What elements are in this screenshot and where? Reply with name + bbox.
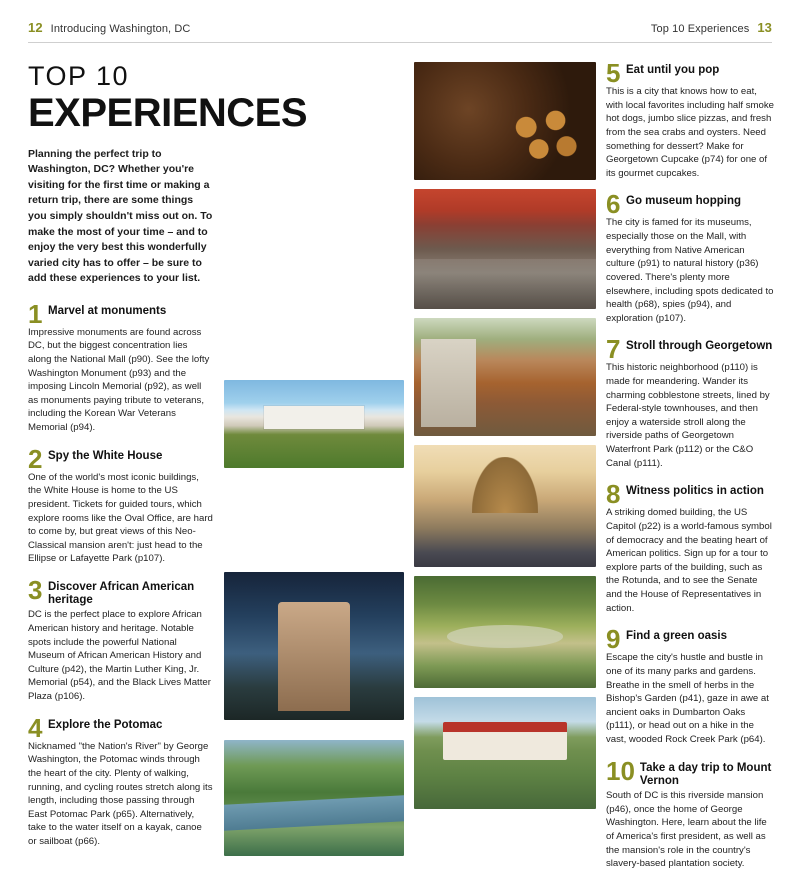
entry-body: This historic neighborhood (p110) is made for meandering. Wander its charming cobblestone streets, lined by Federal-style townhouses, and then enjoy a waterside stroll along the riverside paths of Georgetown Waterfront Park (p112) or the C&O Canal (p111). [606,362,770,469]
header-divider [28,42,772,43]
garden-photo [414,576,596,688]
entry-header [28,712,213,743]
entry-body: Nicknamed "the Nation's River" by George Washington, the Potomac winds through the heart of the city. Plenty of walking, running, and cycling routes stretch along its length, including those passing through East Potomac Park (p65). Alternatively, take to the water itself on a kayak, canoe or sailboat (p66). [28,740,213,848]
entry-title: Discover African American heritage [48,580,195,607]
entry-title: Witness politics in action [626,485,764,498]
entry-body: Impressive monuments are found across DC, but the biggest concentration lies along the National Mall (p90). See the lofty Washington Monument (p93) and the imposing Lincoln Memorial (p92), as well as monuments paying tribute to veterans, including the Korean War Veterans Memorial (p94). [28,326,210,434]
entry-body: This is a city that knows how to eat, with local favorites including half smoke hot dogs, jumbo slice pizzas, and fresh from the sea crabs and oysters. Need something for dessert? Make for Georgetown Cupcake (p74) for one of its gourmet cupcakes. [606,86,774,179]
entry-body: DC is the perfect place to explore African American history and heritage. Notable spots include the powerful National Museum of African American History and Culture (p42), the Martin Luther King, Jr. Memorial (p54), and the Black Lives Matter Plaza (p106). [28,609,211,703]
entry-body: South of DC is this riverside mansion (p46), once the home of George Washington. Here, learn about the life of America's first president, as well as the mansion's role in the country's slavery-based plantation society. [606,790,767,870]
column-three-photos [414,62,596,818]
entry-number: 2 [28,443,43,474]
entry-header [606,624,774,655]
potomac-river-photo [224,740,404,856]
entry-body: The city is famed for its museums, especially those on the Mall, with everything from Native American culture (p91) to natural history (p36) covered. There's plenty more elsewhere, including spots dedicated to health (p68), spies (p94), and exploration (p107). [606,217,774,324]
experience-entry-8 [606,479,774,615]
experience-entry-5 [606,58,774,180]
running-head-left-text: Introducing Washington, DC [50,23,191,35]
white-house-photo [224,380,404,468]
entry-title: Eat until you pop [626,64,720,76]
entry-title: Stroll through Georgetown [626,340,773,353]
entry-header [28,298,213,329]
entry-title: Explore the Potomac [48,718,163,731]
entry-header [606,189,774,220]
experience-entry-6 [606,189,774,325]
entry-body: Escape the city's hustle and bustle in one of its many parks and gardens. Breathe in the smell of herbs in the Bishop's Garden (p41), gaze in awe at ancient oaks in Dumbarton Oaks (p111), or head out on a hike in the vast, wooded Rock Creek Park (p64). [606,652,769,746]
page-folio-left: 12 [28,20,43,35]
experience-entry-3 [28,574,213,704]
entry-header [28,574,213,607]
entry-header [606,755,774,788]
entry-body: A striking domed building, the US Capitol (p22) is a world-famous symbol of democracy and the beating heart of American politics. Sign up for a tour to explore parts of the building, such as the Rotunda, and to see the Senate and the House of Representatives in action. [606,507,772,614]
entry-header [606,58,774,88]
running-head-right-text: Top 10 Experiences [650,23,750,35]
capitol-rotunda-photo [414,445,596,567]
experience-entry-10 [606,755,774,871]
entry-header [606,334,774,365]
entry-title: Marvel at monuments [48,304,167,317]
column-one [28,61,308,862]
page-title-top: TOP 10 [28,61,130,91]
entry-title: Spy the White House [48,449,163,462]
entry-title: Find a green oasis [626,630,727,643]
experience-entry-1 [28,298,213,435]
experience-entry-4 [28,712,213,849]
running-head-left [28,20,190,35]
mount-vernon-photo [414,697,596,809]
experience-entry-2 [28,443,213,566]
entry-number: 8 [606,479,621,510]
entry-header [28,443,213,474]
entry-body: One of the world's most iconic buildings, the White House is home to the US president. Tickets for guided tours, which explore rooms like the Oval Office, are hard to come by, but great views of this Neo-Classical mansion aren't: just head to the Ellipse or Lafayette Park (p107). [28,471,213,565]
experience-entry-7 [606,334,774,470]
georgetown-street-photo [414,318,596,436]
entry-number: 7 [606,334,621,365]
entry-number: 6 [606,189,621,220]
page-folio-right: 13 [757,20,772,35]
entry-title: Go museum hopping [626,195,741,208]
entry-header [606,479,774,510]
entry-number: 5 [606,58,621,88]
mlk-memorial-photo [224,572,404,720]
food-photo [414,62,596,180]
entry-title: Take a day trip to Mount Vernon [639,761,772,787]
running-head-right [651,20,772,35]
intro-paragraph: Planning the perfect trip to Washington, DC? Whether you're visiting for the first time or making a return trip, there are some things you simply shouldn't miss out on. To make the most of your time – and to enjoy the very best this wonderfully varied city has to offer – be sure to add these experiences to your list. [28,147,213,285]
museum-photo [414,189,596,309]
entry-number: 3 [28,574,43,605]
experience-entry-9 [606,624,774,746]
entry-number: 1 [28,298,43,329]
entry-number: 4 [28,712,43,743]
column-two-photos [224,62,404,856]
column-four [606,58,774,884]
entry-number: 9 [606,624,621,655]
entry-number: 10 [606,755,635,786]
page-title-main: EXPERIENCES [28,90,308,135]
